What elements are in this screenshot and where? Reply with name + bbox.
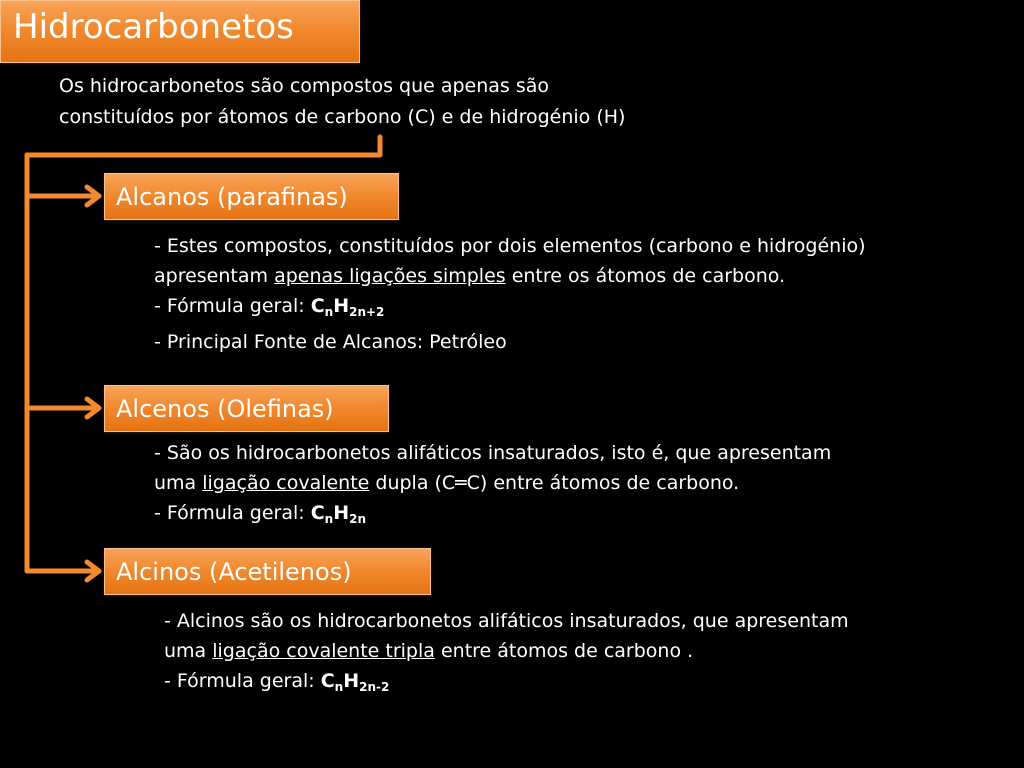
description-alcinos [164,606,849,702]
formula-carbon-subscript: n [334,680,344,694]
formula-line [154,291,866,327]
formula-hydrogen: H [333,502,350,524]
desc-line-1: - São os hidrocarbonetos alifáticos insaturados, isto é, que apresentam [154,442,832,464]
formula-hydrogen-subscript: 2n+2 [349,305,385,319]
text-segment: entre átomos de carbono . [434,640,694,662]
formula-hydrogen: H [333,295,350,317]
underlined-term: ligação covalente tripla [212,640,435,662]
desc-line-2 [164,636,849,666]
formula-line [154,498,831,534]
underlined-term: apenas ligações simples [274,265,506,287]
page-title: Hidrocarbonetos [0,0,360,63]
category-box-alcenos: Alcenos (Olefinas) [104,385,389,432]
description-alcanos [154,231,866,357]
formula-carbon-subscript: n [324,512,334,526]
text-segment: uma [154,472,203,494]
underlined-term: ligação covalente [202,472,370,494]
desc-line-1: - Alcinos são os hidrocarbonetos alifáticos insaturados, que apresentam [164,610,849,632]
desc-line-2 [154,261,866,291]
text-segment: apresentam [154,265,275,287]
text-segment: entre os átomos de carbono. [505,265,786,287]
desc-line-4: - Principal Fonte de Alcanos: Petróleo [154,331,507,353]
intro-line-2: constituídos por átomos de carbono (C) e de hidrogénio (H) [59,106,626,128]
general-formula [311,295,385,317]
formula-carbon: C [310,502,325,524]
formula-hydrogen: H [343,670,360,692]
formula-carbon-subscript: n [324,305,334,319]
formula-label: - Fórmula geral: [154,295,311,317]
desc-line-2 [154,468,831,498]
general-formula [311,502,366,524]
description-alcenos [154,438,831,534]
text-segment: dupla (C═C) entre átomos de carbono. [369,472,740,494]
intro-line-1: Os hidrocarbonetos são compostos que apenas são [59,75,550,97]
formula-carbon: C [320,670,335,692]
formula-carbon: C [310,295,325,317]
formula-label: - Fórmula geral: [164,670,321,692]
formula-label: - Fórmula geral: [154,502,311,524]
formula-hydrogen-subscript: 2n [349,512,366,526]
category-box-alcanos: Alcanos (parafinas) [104,173,399,220]
category-box-alcinos: Alcinos (Acetilenos) [104,548,431,595]
text-segment: uma [164,640,213,662]
intro-text [59,71,625,133]
general-formula [321,670,390,692]
desc-line-1: - Estes compostos, constituídos por dois elementos (carbono e hidrogénio) [154,235,866,257]
formula-line [164,666,849,702]
formula-hydrogen-subscript: 2n-2 [359,680,390,694]
